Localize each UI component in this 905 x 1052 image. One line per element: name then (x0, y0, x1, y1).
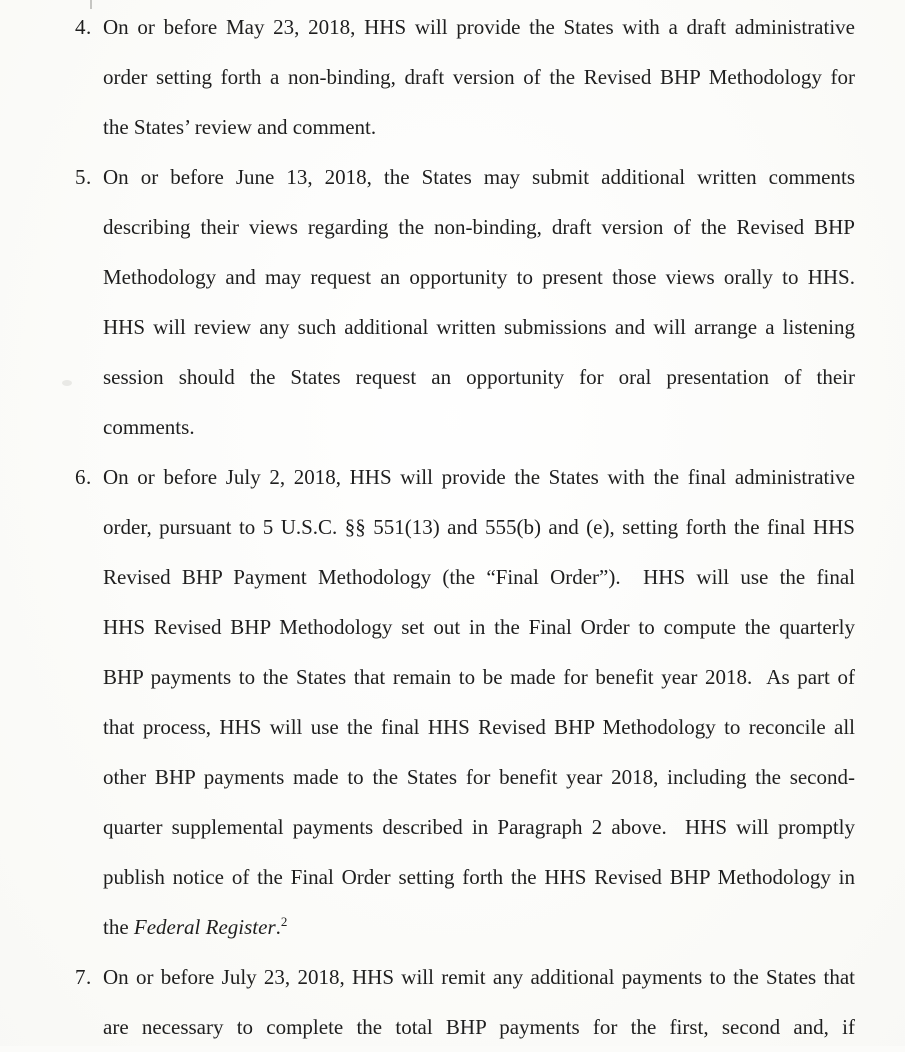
text-line: comments. (103, 415, 195, 439)
text-line: On or before June 13, 2018, the States may submit additional written comments (103, 165, 855, 189)
paragraph-number: 6. (75, 465, 92, 489)
text-segment: the (103, 915, 134, 939)
text-line: order, pursuant to 5 U.S.C. §§ 551(13) and 555(b) and (e), setting forth the final HHS (103, 515, 855, 539)
text-line: HHS Revised BHP Methodology set out in the Final Order to compute the quarterly (103, 615, 855, 639)
text-line: order setting forth a non-binding, draft version of the Revised BHP Methodology for (103, 65, 855, 89)
text-line: that process, HHS will use the final HHS Revised BHP Methodology to reconcile all (103, 715, 855, 739)
paragraph (75, 452, 855, 952)
text-line: publish notice of the Final Order setting forth the HHS Revised BHP Methodology in (103, 865, 855, 889)
paragraph-number: 7. (75, 965, 92, 989)
paragraph-body (103, 452, 855, 952)
paragraph (75, 2, 855, 152)
paragraph-body (103, 2, 855, 152)
paragraph-number: 4. (75, 15, 92, 39)
text-line (103, 902, 855, 952)
text-line: quarter supplemental payments described in Paragraph 2 above. HHS will promptly (103, 815, 855, 839)
text-line: other BHP payments made to the States for benefit year 2018, including the second- (103, 765, 855, 789)
text-line: Revised BHP Payment Methodology (the “Final Order”). HHS will use the final (103, 565, 855, 589)
text-line: BHP payments to the States that remain to be made for benefit year 2018. As part of (103, 665, 855, 689)
paragraph-number: 5. (75, 165, 92, 189)
paragraph (75, 952, 855, 1052)
text-line: HHS will review any such additional written submissions and will arrange a listening (103, 315, 855, 339)
scan-smudge (62, 380, 72, 386)
text-line: On or before May 23, 2018, HHS will provide the States with a draft administrative (103, 15, 855, 39)
text-line: the States’ review and comment. (103, 115, 377, 139)
text-line: Methodology and may request an opportunity to present those views orally to HHS. (103, 265, 855, 289)
paragraph-body (103, 952, 855, 1052)
italic-text: Federal Register (133, 915, 276, 939)
text-segment: . (275, 915, 281, 939)
text-line: are necessary to complete the total BHP payments for the first, second and, if (103, 1015, 855, 1039)
text-line: On or before July 23, 2018, HHS will remit any additional payments to the States that (103, 965, 855, 989)
text-line: describing their views regarding the non-binding, draft version of the Revised BHP (103, 215, 855, 239)
footnote-marker: 2 (280, 914, 288, 929)
paragraph (75, 152, 855, 452)
paragraph-list (75, 2, 855, 1052)
text-line: session should the States request an opportunity for oral presentation of their (103, 365, 855, 389)
paragraph-body (103, 152, 855, 452)
text-line: On or before July 2, 2018, HHS will provide the States with the final administrative (103, 465, 855, 489)
